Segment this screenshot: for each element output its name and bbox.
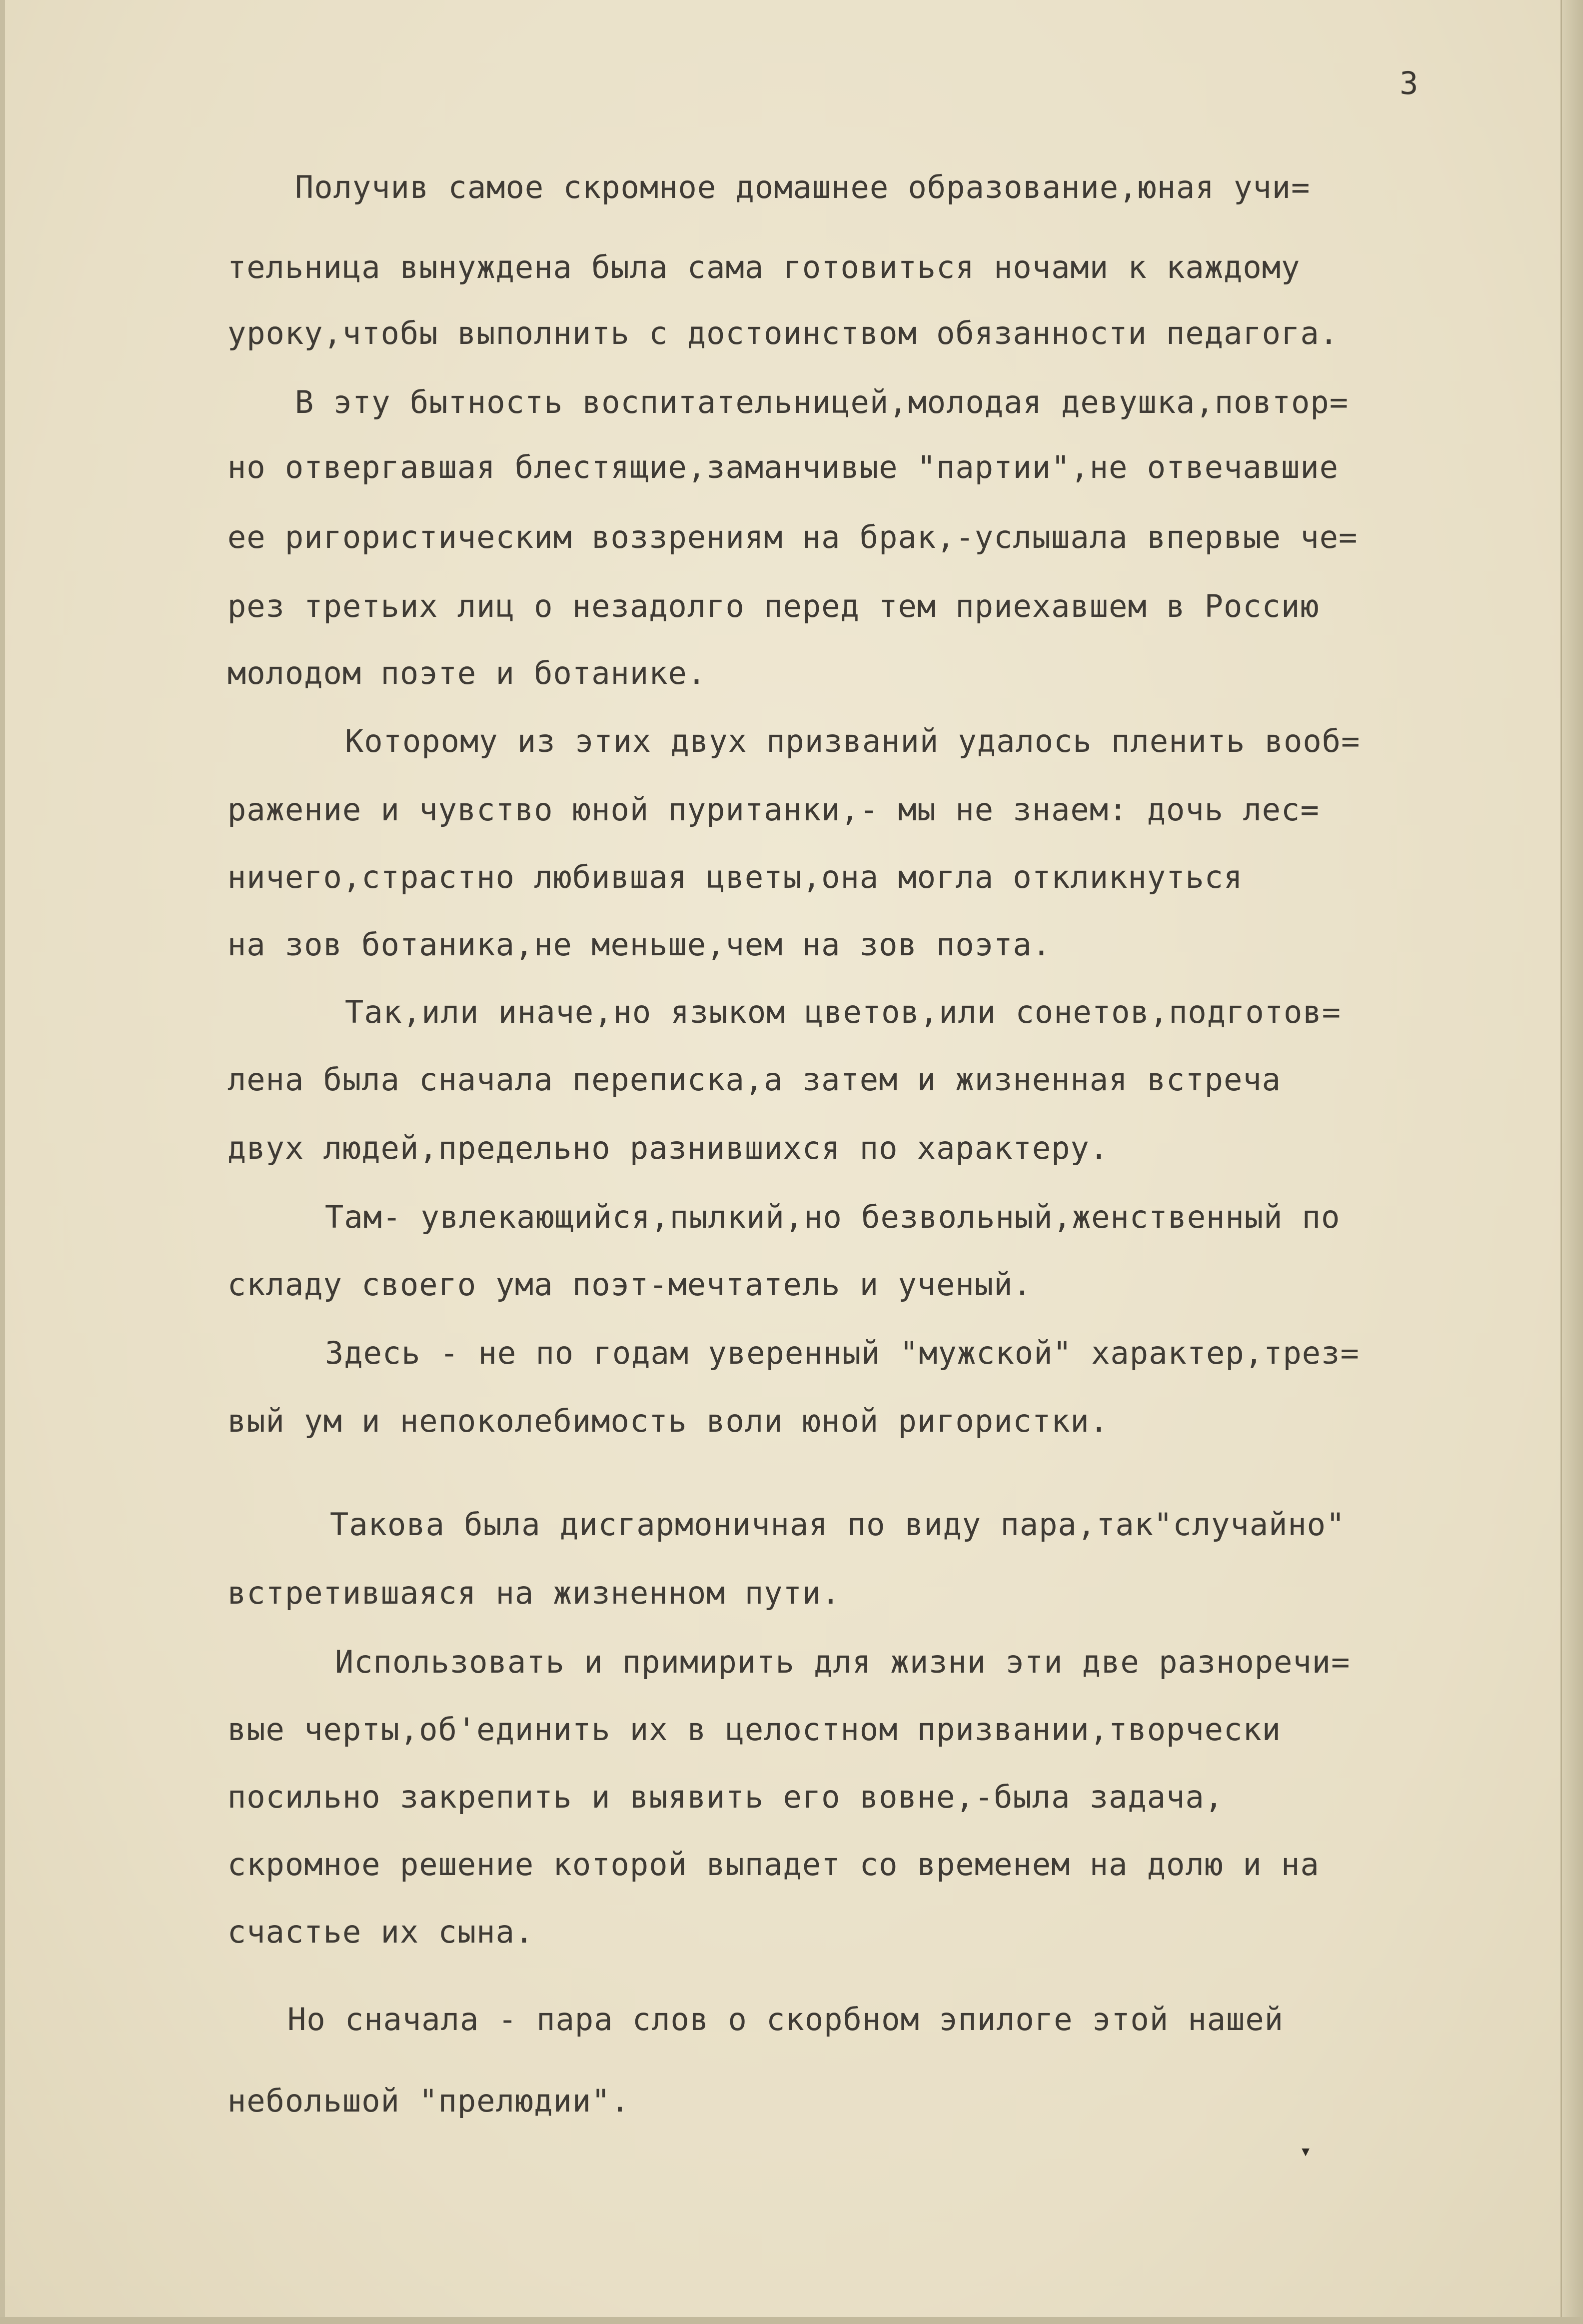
text-line: счастье их сына. [227, 1914, 534, 1950]
ink-mark: ▾ [1300, 2140, 1312, 2163]
text-line: но отвергавшая блестящие,заманчивые "партии",не отвечавшие [227, 449, 1339, 485]
text-line: двух людей,предельно разнившихся по характеру. [227, 1130, 1109, 1166]
text-line: Получив самое скромное домашнее образование,юная учи= [295, 169, 1311, 205]
text-line: на зов ботаника,не меньше,чем на зов поэта. [227, 926, 1052, 963]
text-line: вый ум и непоколебимость воли юной ригористки. [227, 1403, 1109, 1439]
text-line: лена была сначала переписка,а затем и жизненная встреча [227, 1061, 1281, 1098]
text-line: встретившаяся на жизненном пути. [227, 1575, 841, 1611]
text-line: вые черты,об'единить их в целостном призвании,творчески [227, 1711, 1281, 1748]
text-line: тельница вынуждена была сама готовиться ночами к каждому [227, 249, 1301, 285]
text-line: ничего,страстно любившая цветы,она могла откликнуться [227, 859, 1243, 895]
page-number: 3 [1400, 65, 1419, 101]
text-line: складу своего ума поэт-мечтатель и ученый. [227, 1266, 1032, 1303]
text-line: рез третьих лиц о незадолго перед тем приехавшем в Россию [227, 588, 1320, 624]
text-line: молодом поэте и ботанике. [227, 655, 707, 691]
text-line: Использовать и примирить для жизни эти две разноречи= [335, 1644, 1351, 1680]
text-line: Которому из этих двух призваний удалось пленить вооб= [345, 723, 1361, 759]
paper-edge-right [1561, 0, 1583, 2324]
paper-edge-bottom [0, 2317, 1583, 2324]
text-line: ражение и чувство юной пуританки,- мы не знаем: дочь лес= [227, 791, 1320, 828]
text-line: скромное решение которой выпадет со временем на долю и на [227, 1846, 1320, 1883]
text-line: Здесь - не по годам уверенный "мужской" характер,трез= [325, 1335, 1360, 1371]
text-line: посильно закрепить и выявить его вовне,-была задача, [227, 1779, 1224, 1815]
text-line: Но сначала - пара слов о скорбном эпилоге этой нашей [287, 2001, 1284, 2038]
text-line: В эту бытность воспитательницей,молодая девушка,повтор= [295, 384, 1349, 420]
text-line: Так,или иначе,но языком цветов,или сонетов,подготов= [345, 994, 1342, 1030]
paper-edge-left [0, 0, 5, 2324]
text-line: небольшой "прелюдии". [227, 2083, 630, 2119]
text-line: уроку,чтобы выполнить с достоинством обязанности педагога. [227, 315, 1339, 351]
text-line: Там- увлекающийся,пылкий,но безвольный,женственный по [325, 1199, 1341, 1235]
text-line: ее ригористическим воззрениям на брак,-услышала впервые че= [227, 519, 1358, 555]
text-line: Такова была дисгармоничная по виду пара,так"случайно" [330, 1506, 1346, 1543]
